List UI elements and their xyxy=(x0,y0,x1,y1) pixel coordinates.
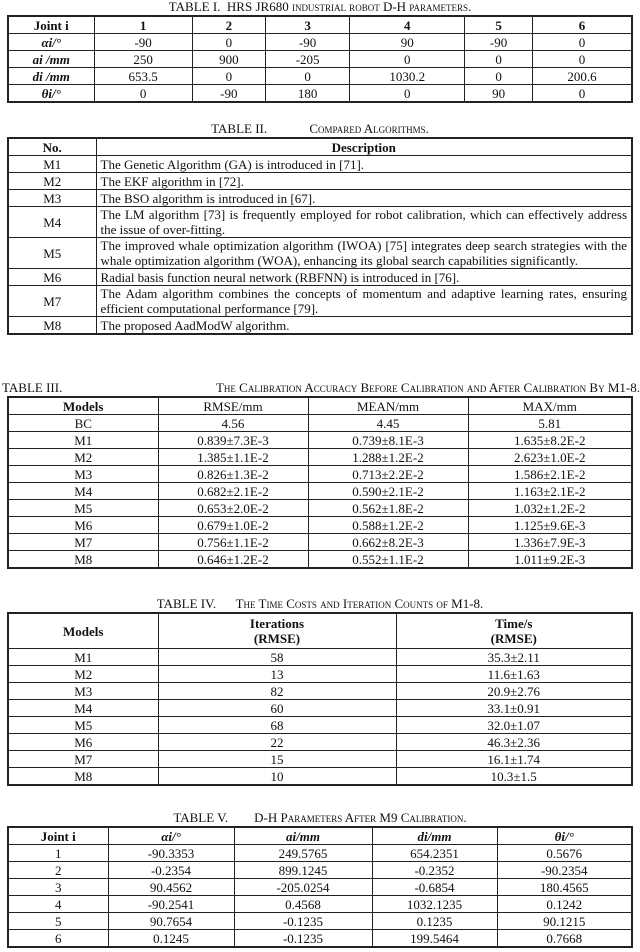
cell: 58 xyxy=(158,649,396,666)
cell: 0.562±1.8E-2 xyxy=(308,500,468,517)
cell: -0.1235 xyxy=(234,913,372,930)
cell: 1.586±2.1E-2 xyxy=(468,466,632,483)
header-cell: Description xyxy=(96,138,632,156)
table-row xyxy=(8,700,632,717)
table-row xyxy=(8,286,632,317)
cell: M6 xyxy=(8,517,158,534)
cell: 35.3±2.11 xyxy=(396,649,632,666)
cell: 1030.2 xyxy=(350,68,465,85)
table-row xyxy=(8,913,632,930)
cell: -0.2352 xyxy=(372,862,497,879)
cell: 46.3±2.36 xyxy=(396,734,632,751)
table5-caption xyxy=(0,811,640,825)
table1-caption-text: HRS JR680 industrial robot D-H parameters. xyxy=(226,0,472,14)
header-cell: 4 xyxy=(350,16,465,34)
table-row xyxy=(8,156,632,173)
cell: 899.1245 xyxy=(234,862,372,879)
cell: 200.6 xyxy=(532,68,632,85)
cell: 0.839±7.3E-3 xyxy=(158,432,308,449)
table2-caption-prefix: TABLE II. xyxy=(211,121,268,136)
table1-header-row xyxy=(8,16,632,34)
cell: 82 xyxy=(158,683,396,700)
cell: M2 xyxy=(8,449,158,466)
header-cell: 2 xyxy=(192,16,265,34)
cell: 0 xyxy=(350,85,465,103)
header-cell: ai/mm xyxy=(234,827,372,845)
cell: 4.45 xyxy=(308,415,468,432)
table-row xyxy=(8,845,632,862)
cell: 0 xyxy=(465,68,533,85)
cell: 0.1235 xyxy=(372,913,497,930)
header-cell: 3 xyxy=(265,16,349,34)
table-row xyxy=(8,649,632,666)
cell: 653.5 xyxy=(94,68,192,85)
table5-header-row xyxy=(8,827,632,845)
cell: M4 xyxy=(8,483,158,500)
table4-caption-text: The Time Costs and Iteration Counts of M1-8. xyxy=(235,596,484,611)
cell: 1.336±7.9E-3 xyxy=(468,534,632,551)
header-cell: RMSE/mm xyxy=(158,397,308,415)
cell: 13 xyxy=(158,666,396,683)
cell: 1.288±1.2E-2 xyxy=(308,449,468,466)
cell: 0 xyxy=(192,68,265,85)
cell: M2 xyxy=(8,666,158,683)
cell: 2.623±1.0E-2 xyxy=(468,449,632,466)
cell: 0 xyxy=(94,85,192,103)
cell: -90 xyxy=(465,34,533,51)
cell: 1.163±2.1E-2 xyxy=(468,483,632,500)
header-cell: 5 xyxy=(465,16,533,34)
table-row xyxy=(8,432,632,449)
cell: 5 xyxy=(8,913,108,930)
row-label: ai /mm xyxy=(8,51,94,68)
cell: M8 xyxy=(8,551,158,569)
cell: 6 xyxy=(8,930,108,948)
cell: 1032.1235 xyxy=(372,896,497,913)
cell: 250 xyxy=(94,51,192,68)
table-row xyxy=(8,896,632,913)
table1-caption-prefix: TABLE I. xyxy=(168,0,221,14)
header-cell: θi/° xyxy=(497,827,632,845)
cell: 5.81 xyxy=(468,415,632,432)
algorithm-description: The LM algorithm [73] is frequently employed for robot calibration, which can effectively address the issue of over-fitting. xyxy=(96,207,632,238)
cell: 0.679±1.0E-2 xyxy=(158,517,308,534)
header-cell: Joint i xyxy=(8,16,94,34)
header-cell: Joint i xyxy=(8,827,108,845)
header-cell: 1 xyxy=(94,16,192,34)
table5-dh-after-calibration xyxy=(7,826,633,948)
table-row xyxy=(8,768,632,786)
table-row xyxy=(8,34,632,51)
cell: 0.756±1.1E-2 xyxy=(158,534,308,551)
cell: 0.653±2.0E-2 xyxy=(158,500,308,517)
table2-compared-algorithms xyxy=(7,137,633,335)
cell: 1 xyxy=(8,845,108,862)
algorithm-id: M7 xyxy=(8,286,96,317)
cell: 1.125±9.6E-3 xyxy=(468,517,632,534)
cell: M3 xyxy=(8,466,158,483)
cell: 0.826±1.3E-2 xyxy=(158,466,308,483)
table-row xyxy=(8,666,632,683)
header-iterations-unit: (RMSE) xyxy=(253,631,301,646)
cell: 20.9±2.76 xyxy=(396,683,632,700)
header-cell: Models xyxy=(8,613,158,649)
algorithm-id: M1 xyxy=(8,156,96,173)
cell: 68 xyxy=(158,717,396,734)
header-time: Time/s xyxy=(495,616,533,631)
cell: -0.2354 xyxy=(108,862,234,879)
cell: 1.032±1.2E-2 xyxy=(468,500,632,517)
cell: 180.4565 xyxy=(497,879,632,896)
table-row xyxy=(8,500,632,517)
algorithm-id: M5 xyxy=(8,238,96,269)
cell: 0.646±1.2E-2 xyxy=(158,551,308,569)
cell: 11.6±1.63 xyxy=(396,666,632,683)
algorithm-description: The EKF algorithm in [72]. xyxy=(96,173,632,190)
cell: M5 xyxy=(8,717,158,734)
cell: M4 xyxy=(8,700,158,717)
table-row xyxy=(8,517,632,534)
cell: 0.662±8.2E-3 xyxy=(308,534,468,551)
cell: 0 xyxy=(350,51,465,68)
table5-caption-text: D-H Parameters After M9 Calibration. xyxy=(254,810,467,825)
header-cell xyxy=(158,613,396,649)
table4-caption-prefix: TABLE IV. xyxy=(156,596,217,611)
algorithm-description: The BSO algorithm is introduced in [67]. xyxy=(96,190,632,207)
cell: 1.011±9.2E-3 xyxy=(468,551,632,569)
table4-time-costs xyxy=(7,612,633,786)
algorithm-description: The Genetic Algorithm (GA) is introduced in [71]. xyxy=(96,156,632,173)
table-row xyxy=(8,717,632,734)
cell: 0.1242 xyxy=(497,896,632,913)
cell: M3 xyxy=(8,683,158,700)
cell: 2 xyxy=(8,862,108,879)
cell: 0.713±2.2E-2 xyxy=(308,466,468,483)
cell: 15 xyxy=(158,751,396,768)
cell: 0 xyxy=(532,34,632,51)
table-row xyxy=(8,317,632,335)
table-row xyxy=(8,734,632,751)
cell: 0.739±8.1E-3 xyxy=(308,432,468,449)
cell: M7 xyxy=(8,534,158,551)
cell: 0.4568 xyxy=(234,896,372,913)
cell: 33.1±0.91 xyxy=(396,700,632,717)
cell: 0 xyxy=(532,85,632,103)
table2-caption xyxy=(0,122,640,136)
algorithm-id: M4 xyxy=(8,207,96,238)
table-row xyxy=(8,534,632,551)
table3-header-row xyxy=(8,397,632,415)
header-iterations: Iterations xyxy=(249,616,305,631)
row-label: θi/° xyxy=(8,85,94,103)
table-row xyxy=(8,930,632,948)
table-row xyxy=(8,269,632,286)
table3-caption xyxy=(2,381,640,395)
table-row xyxy=(8,862,632,879)
table-row xyxy=(8,190,632,207)
cell: M5 xyxy=(8,500,158,517)
table-row xyxy=(8,51,632,68)
cell: -0.6854 xyxy=(372,879,497,896)
table-row xyxy=(8,68,632,85)
cell: BC xyxy=(8,415,158,432)
algorithm-id: M2 xyxy=(8,173,96,190)
table-row xyxy=(8,551,632,569)
cell: 4.56 xyxy=(158,415,308,432)
table1-caption xyxy=(0,0,640,14)
cell: 0.590±2.1E-2 xyxy=(308,483,468,500)
table-row xyxy=(8,238,632,269)
algorithm-id: M8 xyxy=(8,317,96,335)
table-row xyxy=(8,415,632,432)
cell: 1.385±1.1E-2 xyxy=(158,449,308,466)
table-row xyxy=(8,483,632,500)
cell: 0 xyxy=(465,51,533,68)
table3-calibration-accuracy xyxy=(7,396,633,569)
cell: M1 xyxy=(8,649,158,666)
cell: 0.682±2.1E-2 xyxy=(158,483,308,500)
algorithm-description: The Adam algorithm combines the concepts of momentum and adaptive learning rates, ensuring efficient computational performance [79]. xyxy=(96,286,632,317)
table-row xyxy=(8,449,632,466)
row-label: αi/° xyxy=(8,34,94,51)
cell: 90.7654 xyxy=(108,913,234,930)
cell: 16.1±1.74 xyxy=(396,751,632,768)
cell: 199.5464 xyxy=(372,930,497,948)
cell: 60 xyxy=(158,700,396,717)
table-row xyxy=(8,85,632,103)
cell: M1 xyxy=(8,432,158,449)
cell: 1.635±8.2E-2 xyxy=(468,432,632,449)
cell: -205.0254 xyxy=(234,879,372,896)
header-cell: Models xyxy=(8,397,158,415)
table2-header-row xyxy=(8,138,632,156)
cell: 0 xyxy=(192,34,265,51)
cell: -90 xyxy=(265,34,349,51)
cell: -90 xyxy=(94,34,192,51)
table-row xyxy=(8,879,632,896)
table5-caption-prefix: TABLE V. xyxy=(173,810,229,825)
cell: 0.1245 xyxy=(108,930,234,948)
cell: 0.552±1.1E-2 xyxy=(308,551,468,569)
cell: -90 xyxy=(192,85,265,103)
table-row xyxy=(8,751,632,768)
cell: 0 xyxy=(265,68,349,85)
table-row xyxy=(8,173,632,190)
table4-caption xyxy=(0,597,640,611)
header-cell: MEAN/mm xyxy=(308,397,468,415)
table2-caption-text: Compared Algorithms. xyxy=(309,121,429,136)
cell: 0 xyxy=(532,51,632,68)
header-cell: MAX/mm xyxy=(468,397,632,415)
header-cell: di/mm xyxy=(372,827,497,845)
table-row xyxy=(8,466,632,483)
cell: 180 xyxy=(265,85,349,103)
cell: 90.1215 xyxy=(497,913,632,930)
cell: 90 xyxy=(350,34,465,51)
cell: 32.0±1.07 xyxy=(396,717,632,734)
table3-caption-text: The Calibration Accuracy Before Calibration and After Calibration By M1-8. xyxy=(215,380,640,395)
cell: 10 xyxy=(158,768,396,786)
cell: M8 xyxy=(8,768,158,786)
cell: 10.3±1.5 xyxy=(396,768,632,786)
cell: -0.1235 xyxy=(234,930,372,948)
header-time-unit: (RMSE) xyxy=(490,631,537,646)
cell: -90.3353 xyxy=(108,845,234,862)
cell: 90 xyxy=(465,85,533,103)
header-cell: No. xyxy=(8,138,96,156)
algorithm-description: The improved whale optimization algorithm (IWOA) [75] integrates deep search strategies with the whale optimization algorithm (WOA), enhancing its global search capabilities significantly. xyxy=(96,238,632,269)
cell: 249.5765 xyxy=(234,845,372,862)
cell: 654.2351 xyxy=(372,845,497,862)
algorithm-description: The proposed AadModW algorithm. xyxy=(96,317,632,335)
cell: 4 xyxy=(8,896,108,913)
algorithm-description: Radial basis function neural network (RBFNN) is introduced in [76]. xyxy=(96,269,632,286)
cell: 0.588±1.2E-2 xyxy=(308,517,468,534)
cell: 22 xyxy=(158,734,396,751)
table1-dh-parameters xyxy=(7,15,633,103)
header-cell xyxy=(396,613,632,649)
cell: M7 xyxy=(8,751,158,768)
table-row xyxy=(8,683,632,700)
cell: 900 xyxy=(192,51,265,68)
cell: -205 xyxy=(265,51,349,68)
cell: 3 xyxy=(8,879,108,896)
cell: -90.2541 xyxy=(108,896,234,913)
header-cell: αi/° xyxy=(108,827,234,845)
algorithm-id: M3 xyxy=(8,190,96,207)
cell: 0.7668 xyxy=(497,930,632,948)
cell: 90.4562 xyxy=(108,879,234,896)
algorithm-id: M6 xyxy=(8,269,96,286)
cell: M6 xyxy=(8,734,158,751)
cell: 0.5676 xyxy=(497,845,632,862)
row-label: di /mm xyxy=(8,68,94,85)
table3-caption-prefix: TABLE III. xyxy=(2,380,63,395)
cell: -90.2354 xyxy=(497,862,632,879)
table4-header-row xyxy=(8,613,632,649)
header-cell: 6 xyxy=(532,16,632,34)
table-row xyxy=(8,207,632,238)
